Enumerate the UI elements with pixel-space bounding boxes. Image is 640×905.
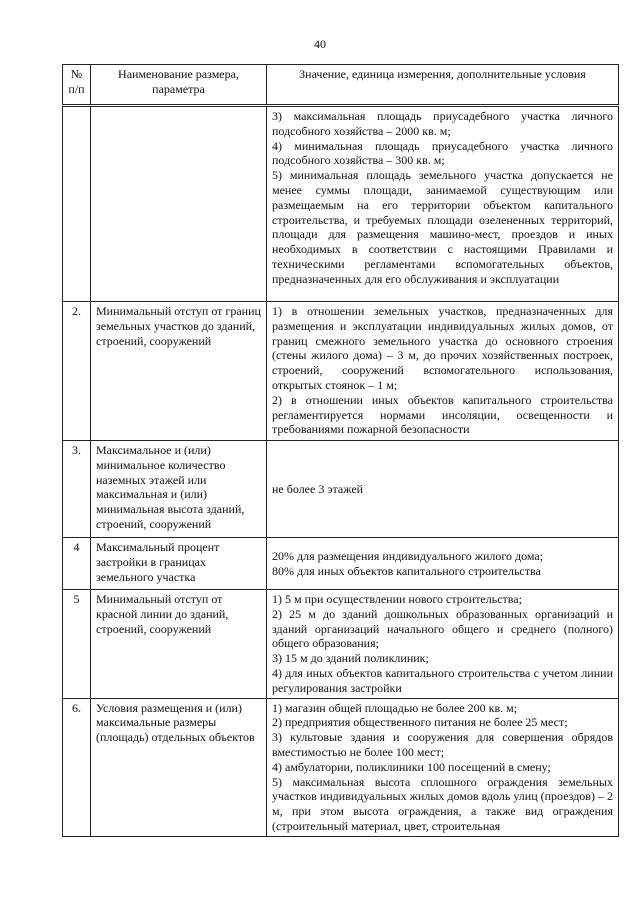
value-line: 4) амбулатории, поликлиники 100 посещений в смену; — [272, 759, 551, 774]
value-line: 5) максимальная высота сплошного ограждения земельных участков индивидуальных жилых домов вдоль улиц (проездов) – 2 м, при этом высота ограждения, а также вид ограждения (строительный материал, цвет, строительная — [272, 774, 613, 833]
row-num: 5 — [63, 590, 91, 699]
table-row — [63, 590, 619, 699]
header-name: Наименование размера, параметра — [91, 65, 267, 106]
row-name: Максимальное и (или) минимальное количество наземных этажей или максимальная и (или) минимальная высота зданий, строений, сооружений — [91, 441, 267, 538]
row-num: 3. — [63, 441, 91, 538]
row-value — [267, 441, 619, 538]
table-row — [63, 106, 619, 302]
value-line: 1) 5 м при осуществлении нового строительства; — [272, 592, 522, 606]
value-line: 4) минимальная площадь приусадебного участка личного подсобного хозяйства – 300 кв. м; — [272, 138, 613, 168]
row-value — [267, 302, 619, 441]
regulations-table — [62, 64, 619, 837]
row-name: Минимальный отступ от границ земельных участков до зданий, строений, сооружений — [91, 302, 267, 441]
row-name — [91, 106, 267, 302]
value-line: не более 3 этажей — [272, 481, 364, 496]
table-header-row — [63, 65, 619, 106]
value-line: 2) 25 м до зданий дошкольных образованных организаций и зданий организаций начального общего и среднего (полного) общего образования; — [272, 606, 613, 651]
row-value — [267, 538, 619, 590]
value-line: 80% для иных объектов капитального строительства — [272, 563, 541, 578]
row-value — [267, 590, 619, 699]
value-line: 4) для иных объектов капитального строительства с учетом линии регулирования застройки — [272, 665, 613, 695]
value-line: 3) максимальная площадь приусадебного участка личного подсобного хозяйства – 2000 кв. м; — [272, 109, 613, 138]
value-line: 3) культовые здания и сооружения для совершения обрядов вместимостью не более 100 мест; — [272, 730, 613, 759]
row-num: 2. — [63, 302, 91, 441]
value-line: 2) в отношении иных объектов капитального строительства регламентируется нормами инсоляции, освещенности и требованиями пожарной безопасности — [272, 392, 613, 437]
row-num: 6. — [63, 698, 91, 836]
row-name: Условия размещения и (или) максимальные размеры (площадь) отдельных объектов — [91, 698, 267, 836]
row-value — [267, 698, 619, 836]
value-line: 3) 15 м до зданий поликлиник; — [272, 651, 429, 666]
value-line: 1) в отношении земельных участков, предназначенных для размещения и эксплуатации индивидуальных жилых домов, от границ смежного земельного участка до основного строения (стены жилого дома) – 3 м, до прочих хозяйственных построек, строений, сооружений вспомогательного использования, открытых стоянок – 1 м; — [272, 304, 613, 392]
header-num: № п/п — [63, 65, 91, 106]
table-row — [63, 698, 619, 836]
row-name: Минимальный отступ от красной линии до зданий, строений, сооружений — [91, 590, 267, 699]
header-value: Значение, единица измерения, дополнительные условия — [267, 65, 619, 106]
value-line: 2) предприятия общественного питания не более 25 мест; — [272, 715, 568, 730]
table-row — [63, 538, 619, 590]
row-num: 4 — [63, 538, 91, 590]
table-row — [63, 441, 619, 538]
row-name: Максимальный процент застройки в границах земельного участка — [91, 538, 267, 590]
row-value — [267, 106, 619, 302]
value-line: 5) минимальная площадь земельного участка допускается не менее суммы площади, занимаемой существующим или размещаемым на его территории объектом капитального строительства, и требуемых площади озелененных территорий, площади для размещения машино-мест, проездов и иных необходимых в соответствии с настоящими Правилами и техническими регламентами вспомогательных объектов, предназначенных для его обслуживания и эксплуатации — [272, 168, 613, 286]
page-number: 40 — [314, 37, 326, 51]
value-line: 20% для размещения индивидуального жилого дома; — [272, 548, 544, 563]
row-num — [63, 106, 91, 302]
table-row — [63, 302, 619, 441]
value-line: 1) магазин общей площадью не более 200 кв. м; — [272, 700, 518, 715]
